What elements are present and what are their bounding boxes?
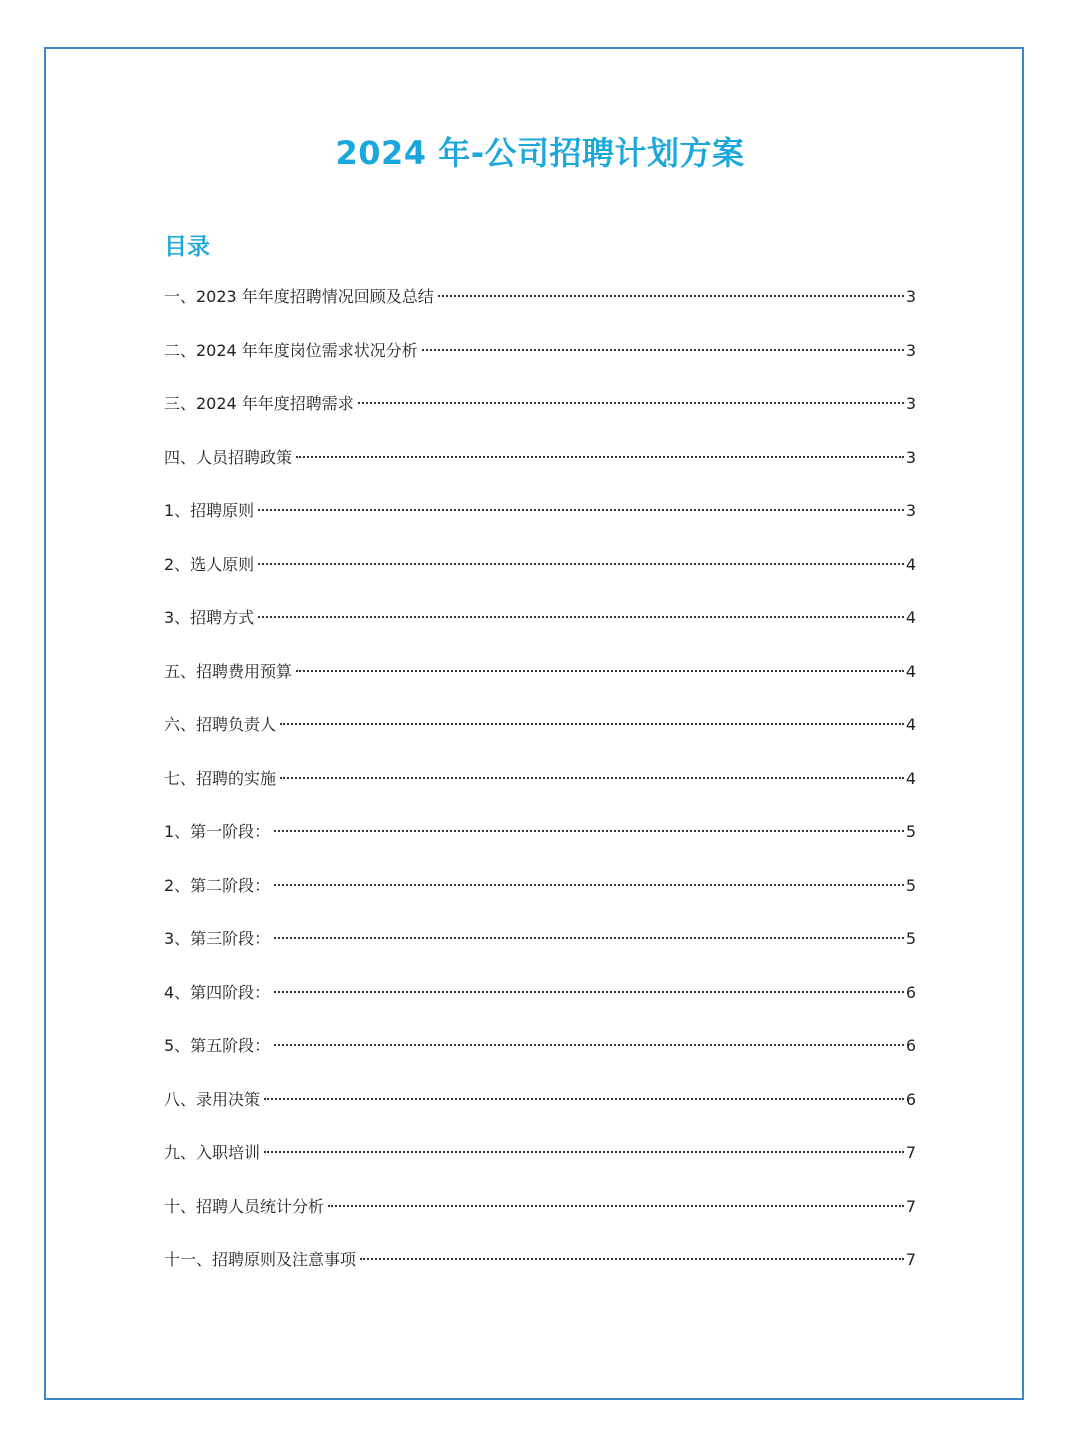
toc-entry[interactable] <box>164 980 916 1034</box>
toc-entry-label: 四、人员招聘政策 <box>164 447 293 467</box>
toc-entry[interactable] <box>164 1194 916 1248</box>
toc-entry-page: 6 <box>905 1036 916 1055</box>
toc-entry-page: 6 <box>905 1089 916 1109</box>
document-title: 2024 年-公司招聘计划方案 <box>335 134 745 172</box>
toc-leader-dots <box>274 884 904 886</box>
toc-entry-page: 4 <box>905 715 916 734</box>
toc-entry[interactable] <box>164 819 916 873</box>
toc-entry-label: 2、第二阶段： <box>164 875 271 895</box>
toc-leader-dots <box>258 563 904 565</box>
toc-entry[interactable] <box>164 926 916 980</box>
toc-entry-label: 八、录用决策 <box>164 1089 261 1109</box>
toc-leader-dots <box>274 1044 904 1046</box>
toc-leader-dots <box>280 723 904 725</box>
toc-entry-page: 5 <box>905 929 916 948</box>
table-of-contents <box>164 284 916 1301</box>
toc-leader-dots <box>264 1151 904 1153</box>
toc-entry[interactable] <box>164 1033 916 1087</box>
toc-entry-page: 7 <box>905 1250 916 1269</box>
toc-entry[interactable] <box>164 766 916 820</box>
toc-leader-dots <box>274 937 904 939</box>
toc-entry-label: 一、2023 年年度招聘情况回顾及总结 <box>164 287 434 306</box>
toc-entry[interactable] <box>164 1087 916 1141</box>
toc-entry-page: 4 <box>905 554 916 574</box>
toc-entry-page: 3 <box>905 340 916 360</box>
toc-entry-label: 三、2024 年年度招聘需求 <box>164 394 354 413</box>
toc-leader-dots <box>274 991 904 993</box>
toc-entry-page: 4 <box>905 768 916 788</box>
toc-entry[interactable] <box>164 391 916 445</box>
toc-entry[interactable] <box>164 498 916 552</box>
toc-entry-page: 3 <box>905 501 916 520</box>
toc-leader-dots <box>296 670 904 672</box>
toc-leader-dots <box>258 616 904 618</box>
toc-entry-label: 六、招聘负责人 <box>164 715 277 734</box>
toc-entry[interactable] <box>164 445 916 499</box>
toc-entry-label: 1、招聘原则 <box>164 501 255 520</box>
toc-entry-label: 5、第五阶段： <box>164 1036 271 1055</box>
toc-leader-dots <box>264 1098 904 1100</box>
toc-entry-label: 3、第三阶段： <box>164 929 271 948</box>
toc-entry-page: 3 <box>905 447 916 467</box>
toc-entry-page: 3 <box>905 287 916 306</box>
toc-entry[interactable] <box>164 338 916 392</box>
toc-entry-label: 九、入职培训 <box>164 1143 261 1162</box>
toc-entry-page: 5 <box>905 875 916 895</box>
toc-entry-label: 3、招聘方式 <box>164 608 255 627</box>
toc-leader-dots <box>258 509 904 511</box>
toc-leader-dots <box>274 830 904 832</box>
toc-entry-page: 4 <box>905 661 916 681</box>
toc-entry-label: 十、招聘人员统计分析 <box>164 1196 325 1216</box>
toc-entry[interactable] <box>164 712 916 766</box>
toc-entry[interactable] <box>164 873 916 927</box>
toc-leader-dots <box>358 402 904 404</box>
toc-entry-label: 二、2024 年年度岗位需求状况分析 <box>164 340 418 360</box>
toc-entry[interactable] <box>164 1247 916 1301</box>
toc-leader-dots <box>280 777 904 779</box>
toc-leader-dots <box>422 349 904 351</box>
toc-leader-dots <box>296 456 904 458</box>
toc-leader-dots <box>438 295 904 297</box>
toc-entry-page: 4 <box>905 608 916 627</box>
toc-entry[interactable] <box>164 1140 916 1194</box>
toc-entry[interactable] <box>164 284 916 338</box>
toc-entry-label: 十一、招聘原则及注意事项 <box>164 1250 357 1269</box>
toc-entry-label: 五、招聘费用预算 <box>164 661 293 681</box>
toc-entry[interactable] <box>164 552 916 606</box>
toc-leader-dots <box>360 1258 904 1260</box>
toc-heading: 目录 <box>164 234 210 260</box>
toc-entry-label: 4、第四阶段： <box>164 982 271 1002</box>
toc-leader-dots <box>328 1205 904 1207</box>
toc-entry-label: 1、第一阶段： <box>164 822 271 841</box>
toc-entry-page: 6 <box>905 982 916 1002</box>
toc-entry-page: 7 <box>905 1196 916 1216</box>
toc-entry-label: 2、选人原则 <box>164 554 255 574</box>
toc-entry-page: 3 <box>905 394 916 413</box>
toc-entry-page: 5 <box>905 822 916 841</box>
toc-entry-label: 七、招聘的实施 <box>164 768 277 788</box>
toc-entry[interactable] <box>164 605 916 659</box>
toc-entry-page: 7 <box>905 1143 916 1162</box>
toc-entry[interactable] <box>164 659 916 713</box>
